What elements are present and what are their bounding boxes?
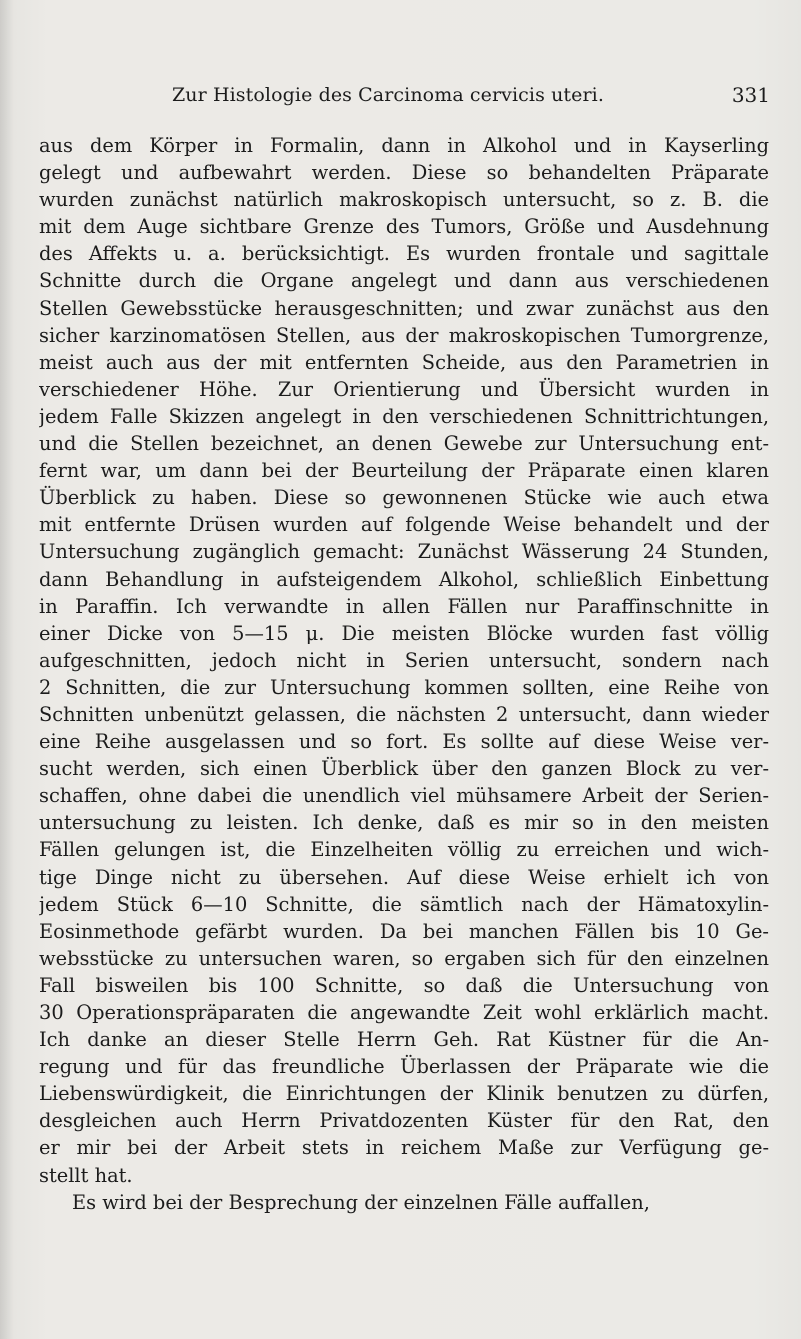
text-line: Liebenswürdigkeit, die Einrichtungen der Klinik benutzen zu dürfen,	[39, 1082, 769, 1106]
text-line: 30 Operationspräparaten die angewandte Zeit wohl erklärlich macht.	[39, 1001, 769, 1024]
text-line: Schnitte durch die Organe angelegt und dann aus verschiedenen	[39, 269, 769, 293]
text-line: websstücke zu untersuchen waren, so ergaben sich für den einzelnen	[39, 946, 769, 970]
text-line: Überblick zu haben. Diese so gewonnenen Stücke wie auch etwa	[39, 486, 769, 510]
text-line: mit entfernte Drüsen wurden auf folgende Weise behandelt und der	[39, 513, 769, 537]
text-line: aufgeschnitten, jedoch nicht in Serien untersucht, sondern nach	[39, 648, 769, 672]
body-text	[39, 132, 769, 1216]
text-line: untersuchung zu leisten. Ich denke, daß es mir so in den meisten	[39, 811, 769, 835]
text-line: meist auch aus der mit entfernten Scheide, aus den Parametrien in	[39, 350, 769, 374]
text-line: und die Stellen bezeichnet, an denen Gewebe zur Untersuchung ent-	[39, 432, 769, 456]
page-header	[40, 80, 780, 110]
paragraph-end-line: stellt hat.	[39, 1163, 133, 1187]
text-line: einer Dicke von 5—15 μ. Die meisten Blöcke wurden fast völlig	[39, 621, 769, 645]
text-line: jedem Stück 6—10 Schnitte, die sämtlich nach der Hämatoxylin-	[39, 892, 769, 916]
text-line: Schnitten unbenützt gelassen, die nächsten 2 untersucht, dann wieder	[39, 702, 769, 726]
text-line: Eosinmethode gefärbt wurden. Da bei manchen Fällen bis 10 Ge-	[39, 919, 769, 943]
text-line: aus dem Körper in Formalin, dann in Alkohol und in Kayserling	[39, 134, 769, 157]
text-line: sicher karzinomatösen Stellen, aus der makroskopischen Tumorgrenze,	[39, 323, 769, 347]
paragraph-start-line: Es wird bei der Besprechung der einzelnen Fälle auffallen,	[72, 1190, 650, 1214]
running-title: Zur Histologie des Carcinoma cervicis uteri.	[172, 84, 604, 106]
text-line: Stellen Gewebsstücke herausgeschnitten; und zwar zunächst aus den	[39, 296, 769, 320]
text-line: sucht werden, sich einen Überblick über den ganzen Block zu ver-	[39, 757, 769, 781]
text-line: gelegt und aufbewahrt werden. Diese so behandelten Präparate	[39, 161, 769, 185]
text-line: Fall bisweilen bis 100 Schnitte, so daß die Untersuchung von	[39, 973, 769, 997]
text-line: eine Reihe ausgelassen und so fort. Es sollte auf diese Weise ver-	[39, 730, 769, 754]
text-line: in Paraffin. Ich verwandte in allen Fällen nur Paraffinschnitte in	[39, 594, 769, 618]
page-number: 331	[731, 83, 770, 107]
text-line: Untersuchung zugänglich gemacht: Zunächst Wässerung 24 Stunden,	[39, 540, 769, 564]
spine-shadow	[0, 0, 14, 1339]
text-line: er mir bei der Arbeit stets in reichem Maße zur Verfügung ge-	[39, 1136, 769, 1160]
text-line: desgleichen auch Herrn Privatdozenten Küster für den Rat, den	[39, 1109, 769, 1133]
text-line: Fällen gelungen ist, die Einzelheiten völlig zu erreichen und wich-	[39, 838, 769, 862]
text-line: 2 Schnitten, die zur Untersuchung kommen sollten, eine Reihe von	[39, 675, 769, 699]
text-line: mit dem Auge sichtbare Grenze des Tumors, Größe und Ausdehnung	[39, 215, 769, 239]
text-line: wurden zunächst natürlich makroskopisch untersucht, so z. B. die	[39, 188, 769, 212]
text-line: regung und für das freundliche Überlassen der Präparate wie die	[39, 1055, 769, 1079]
text-line: Ich danke an dieser Stelle Herrn Geh. Rat Küstner für die An-	[39, 1028, 769, 1052]
text-line: dann Behandlung in aufsteigendem Alkohol, schließlich Einbettung	[39, 567, 769, 591]
text-line: fernt war, um dann bei der Beurteilung der Präparate einen klaren	[39, 459, 769, 483]
text-line: tige Dinge nicht zu übersehen. Auf diese Weise erhielt ich von	[39, 865, 769, 889]
text-line: schaffen, ohne dabei die unendlich viel mühsamere Arbeit der Serien-	[39, 784, 769, 808]
text-line: jedem Falle Skizzen angelegt in den verschiedenen Schnittrichtungen,	[39, 404, 769, 428]
text-line: verschiedener Höhe. Zur Orientierung und Übersicht wurden in	[39, 377, 769, 401]
text-line: des Affekts u. a. berücksichtigt. Es wurden frontale und sagittale	[39, 242, 769, 266]
